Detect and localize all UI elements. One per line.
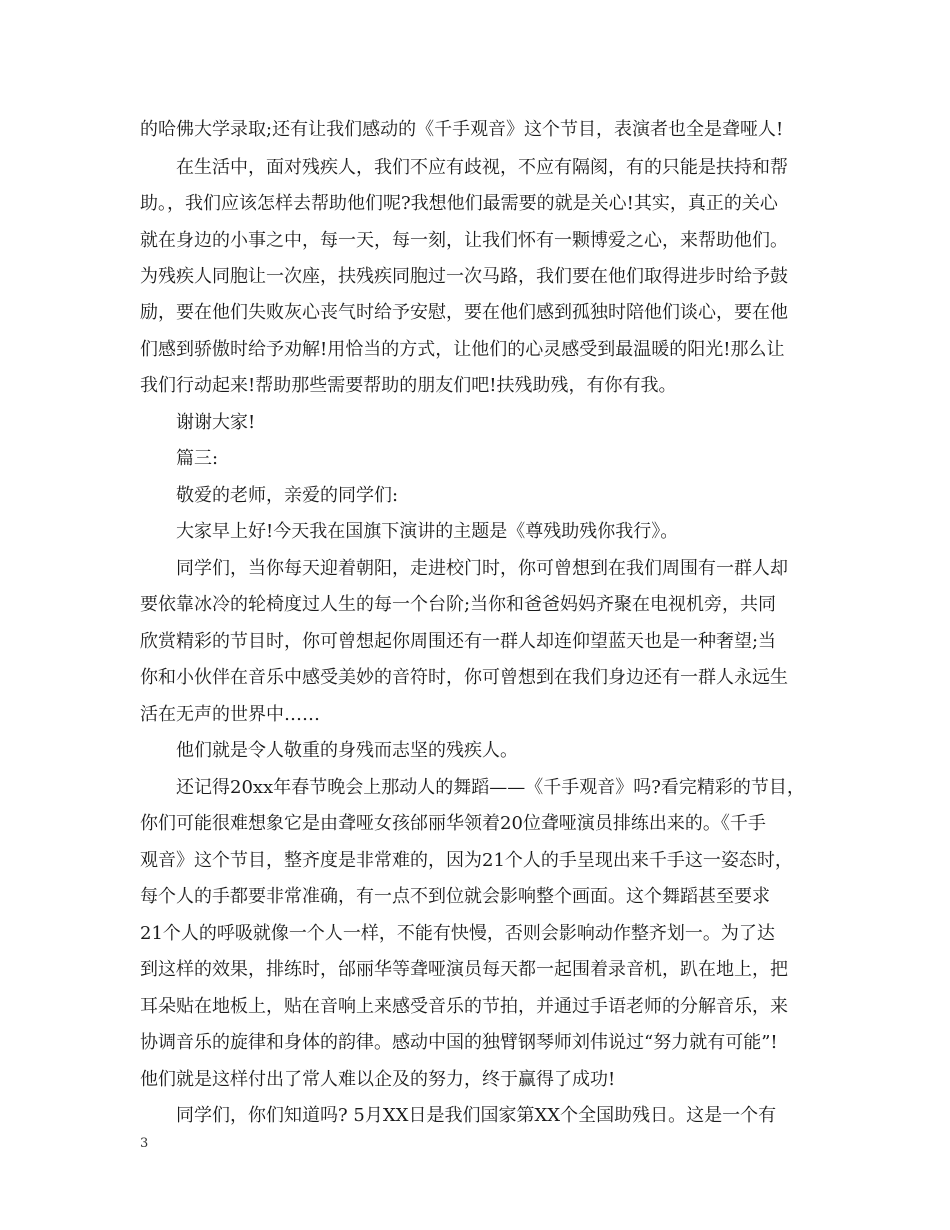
text-line: 耳朵贴在地板上，贴在音响上来感受音乐的节拍，并通过手语老师的分解音乐，来 (140, 996, 788, 1017)
text-line: 同学们，你们知道吗? 5月XX日是我们国家第XX个全国助残日。这是一个有 (176, 1105, 777, 1126)
text-line: 谢谢大家! (176, 412, 256, 433)
salutation: 敬爱的老师，亲爱的同学们: (176, 485, 399, 506)
text-line: 要依靠冰冷的轮椅度过人生的每一个台阶;当你和爸爸妈妈齐聚在电视机旁，共同 (140, 594, 777, 615)
text-line: 还记得20xx年春节晚会上那动人的舞蹈——《千手观音》吗?看完精彩的节目， (176, 777, 805, 798)
text-line: 他们就是这样付出了常人难以企及的努力，终于赢得了成功! (140, 1069, 616, 1090)
text-line: 同学们，当你每天迎着朝阳，走进校门时，你可曾想到在我们周围有一群人却 (176, 558, 788, 579)
text-line: 你和小伙伴在音乐中感受美妙的音符时，你可曾想到在我们身边还有一群人永远生 (140, 667, 788, 688)
text-line: 我们行动起来!帮助那些需要帮助的朋友们吧!扶残助残，有你有我。 (140, 375, 677, 396)
text-line: 欣赏精彩的节目时，你可曾想起你周围还有一群人却连仰望蓝天也是一种奢望;当 (140, 631, 777, 652)
text-line: 你们可能很难想象它是由聋哑女孩邰丽华领着20位聋哑演员排练出来的。《千手 (140, 813, 766, 834)
text-line: 励，要在他们失败灰心丧气时给予安慰，要在他们感到孤独时陪他们谈心，要在他 (140, 302, 788, 323)
text-line: 的哈佛大学录取;还有让我们感动的《千手观音》这个节目，表演者也全是聋哑人! (140, 119, 784, 140)
text-line: 21个人的呼吸就像一个人一样，不能有快慢，否则会影响动作整齐划一。为了达 (140, 923, 775, 944)
text-line: 助。，我们应该怎样去帮助他们呢?我想他们最需要的就是关心!其实，真正的关心 (140, 193, 778, 214)
text-line: 为残疾人同胞让一次座，扶残疾同胞过一次马路，我们要在他们取得进步时给予鼓 (140, 266, 788, 287)
text-line: 们感到骄傲时给予劝解!用恰当的方式，让他们的心灵感受到最温暖的阳光!那么让 (140, 339, 785, 360)
text-line: 活在无声的世界中…… (140, 704, 320, 725)
text-line: 在生活中，面对残疾人，我们不应有歧视，不应有隔阂，有的只能是扶持和帮 (176, 157, 788, 178)
section-heading: 篇三: (176, 448, 219, 469)
text-line: 协调音乐的旋律和身体的韵律。感动中国的独臂钢琴师刘伟说过“努力就有可能”! (140, 1032, 778, 1053)
text-line: 到这样的效果，排练时，邰丽华等聋哑演员每天都一起围着录音机，趴在地上，把 (140, 959, 788, 980)
text-line: 他们就是令人敬重的身残而志坚的残疾人。 (176, 740, 518, 761)
text-line: 每个人的手都要非常准确，有一点不到位就会影响整个画面。这个舞蹈甚至要求 (140, 886, 770, 907)
text-line: 就在身边的小事之中，每一天，每一刻，让我们怀有一颗博爱之心，来帮助他们。 (140, 230, 788, 251)
text-line: 大家早上好!今天我在国旗下演讲的主题是《尊残助残你我行》。 (176, 521, 679, 542)
page-number: 3 (140, 1136, 149, 1151)
text-line: 观音》这个节目，整齐度是非常难的，因为21个人的手呈现出来千手这一姿态时， (140, 850, 793, 871)
